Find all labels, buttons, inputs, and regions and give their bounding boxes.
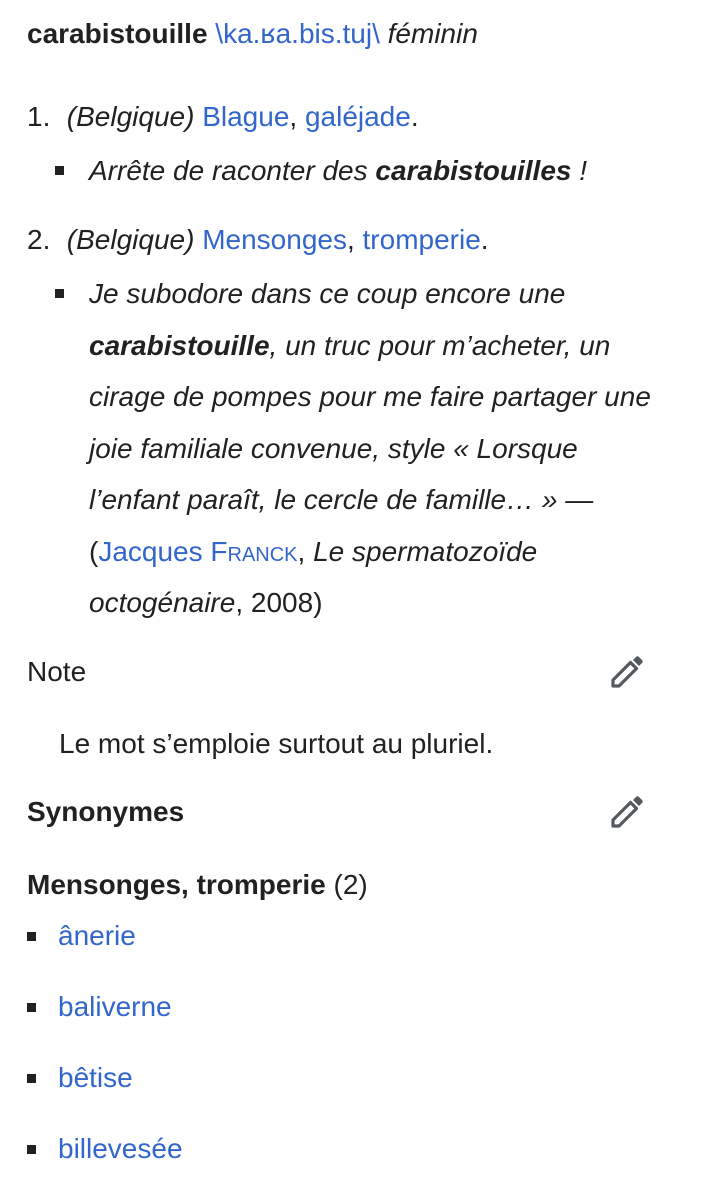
synonym-link[interactable]: baliverne [58,991,172,1022]
definition-separator: , [289,101,305,132]
citation-separator: , [297,535,314,567]
definition-link-blague[interactable]: Blague [202,101,290,132]
definition-end: . [480,224,489,255]
synonym-link[interactable]: ânerie [58,920,136,951]
example-text-end: ! [571,155,588,186]
note-heading-row [27,652,647,692]
note-text: Le mot s’emploie surtout au pluriel. [59,728,494,759]
example-text-continued: , un truc pour m’acheter, un cirage de pompes pour me faire partager une joie familiale convenue, style « Lorsque l’enfant paraît, le cercle de famille… » — [89,329,651,515]
sense-context: (Belgique) [66,224,195,255]
definition-link-tromperie[interactable]: tromperie [362,224,481,255]
square-bullet-icon [55,289,64,298]
sense-number: 2. [27,224,51,255]
example-2 [89,268,674,629]
definition-end: . [410,101,419,132]
definition-link-galejade[interactable]: galéjade [304,101,411,132]
square-bullet-icon [27,1145,36,1154]
example-headword: carabistouilles [375,155,572,186]
definition-link-mensonges[interactable]: Mensonges [202,224,347,255]
definition-separator: , [346,224,363,255]
citation-year: , 2008) [235,587,323,618]
synonym-group-heading [27,865,368,905]
citation-work: Le spermatozoïde octogénaire [89,535,538,618]
note-heading: Note [27,656,87,687]
example-text: Je subodore dans ce coup encore une [89,278,566,309]
sense-context: (Belgique) [66,101,195,132]
author-link[interactable] [98,536,297,567]
synonym-link[interactable]: billevesée [58,1133,183,1164]
citation-open: ( [89,535,99,567]
pencil-icon[interactable] [607,792,647,832]
example-text: Arrête de raconter des [89,155,376,186]
headword: carabistouille [27,18,208,49]
author-first-name[interactable]: Jacques [98,535,211,567]
sense-2 [27,220,489,260]
example-headword: carabistouille [89,329,270,361]
gender: féminin [387,18,478,49]
headword-line [27,14,478,54]
synonym-group-label: Mensonges, tromperie [27,869,326,900]
example-1 [89,145,674,197]
square-bullet-icon [27,932,36,941]
sense-number: 1. [27,101,51,132]
synonyms-heading: Synonymes [27,796,185,827]
author-last-name[interactable]: Franck [210,535,298,567]
synonym-group-count: (2) [333,869,368,900]
sense-1 [27,97,419,137]
synonyms-heading-row [27,792,647,832]
pencil-icon[interactable] [607,652,647,692]
square-bullet-icon [55,166,64,175]
square-bullet-icon [27,1003,36,1012]
square-bullet-icon [27,1074,36,1083]
pronunciation-link[interactable]: \ka.ʁa.bis.tuj\ [215,18,380,49]
synonym-link[interactable]: bêtise [58,1062,133,1093]
